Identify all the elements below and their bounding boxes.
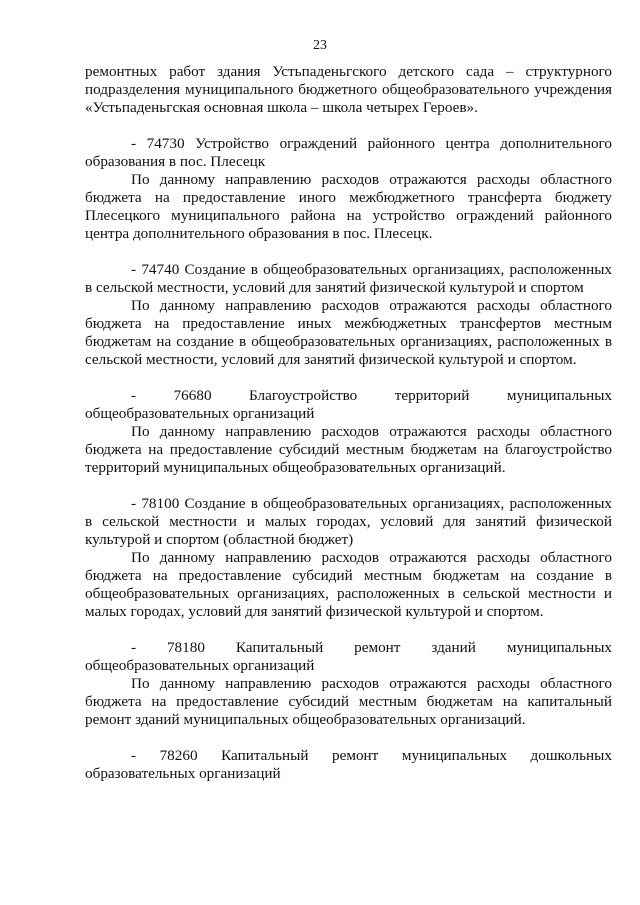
paragraph-continuation: ремонтных работ здания Устьпаденьгского детского сада – структурного подразделения муниципального бюджетного общеобразовательного учреждения «Устьпаденьгская основная школа – школа четырех Героев». [85, 63, 612, 116]
section-heading-78100: - 78100 Создание в общеобразовательных организациях, расположенных в сельской местности и малых городах, условий для занятий физической культурой и спортом (областной бюджет) [85, 495, 612, 548]
section-heading-74730: - 74730 Устройство ограждений районного центра дополнительного образования в пос. Плесецк [85, 135, 612, 170]
page-number: 23 [313, 38, 327, 53]
document-body [85, 63, 612, 783]
section-gap [85, 729, 612, 747]
section-gap [85, 369, 612, 387]
section-gap [85, 477, 612, 495]
section-body-74740: По данному направлению расходов отражаются расходы областного бюджета на предоставление иных межбюджетных трансфертов местным бюджетам на создание в общеобразовательных организациях, расположенных в сельской местности, условий для занятий физической культурой и спортом. [85, 297, 612, 368]
section-heading-76680: - 76680 Благоустройство территорий муниципальных общеобразовательных организаций [85, 387, 612, 422]
section-body-78180: По данному направлению расходов отражаются расходы областного бюджета на предоставление субсидий местным бюджетам на капитальный ремонт зданий муниципальных общеобразовательных организаций. [85, 675, 612, 728]
section-gap [85, 243, 612, 261]
section-body-76680: По данному направлению расходов отражаются расходы областного бюджета на предоставление субсидий местным бюджетам на благоустройство территорий муниципальных общеобразовательных организаций. [85, 423, 612, 476]
section-heading-74740: - 74740 Создание в общеобразовательных организациях, расположенных в сельской местности, условий для занятий физической культурой и спортом [85, 261, 612, 296]
section-gap [85, 117, 612, 135]
section-body-74730: По данному направлению расходов отражаются расходы областного бюджета на предоставление иного межбюджетного трансферта бюджету Плесецкого муниципального района на устройство ограждений районного центра дополнительного образования в пос. Плесецк. [85, 171, 612, 242]
section-body-78100: По данному направлению расходов отражаются расходы областного бюджета на предоставление субсидий местным бюджетам на создание в общеобразовательных организациях, расположенных в сельской местности и малых городах, условий для занятий физической культурой и спортом. [85, 549, 612, 620]
section-heading-78260: - 78260 Капитальный ремонт муниципальных дошкольных образовательных организаций [85, 747, 612, 782]
section-heading-78180: - 78180 Капитальный ремонт зданий муниципальных общеобразовательных организаций [85, 639, 612, 674]
section-gap [85, 621, 612, 639]
